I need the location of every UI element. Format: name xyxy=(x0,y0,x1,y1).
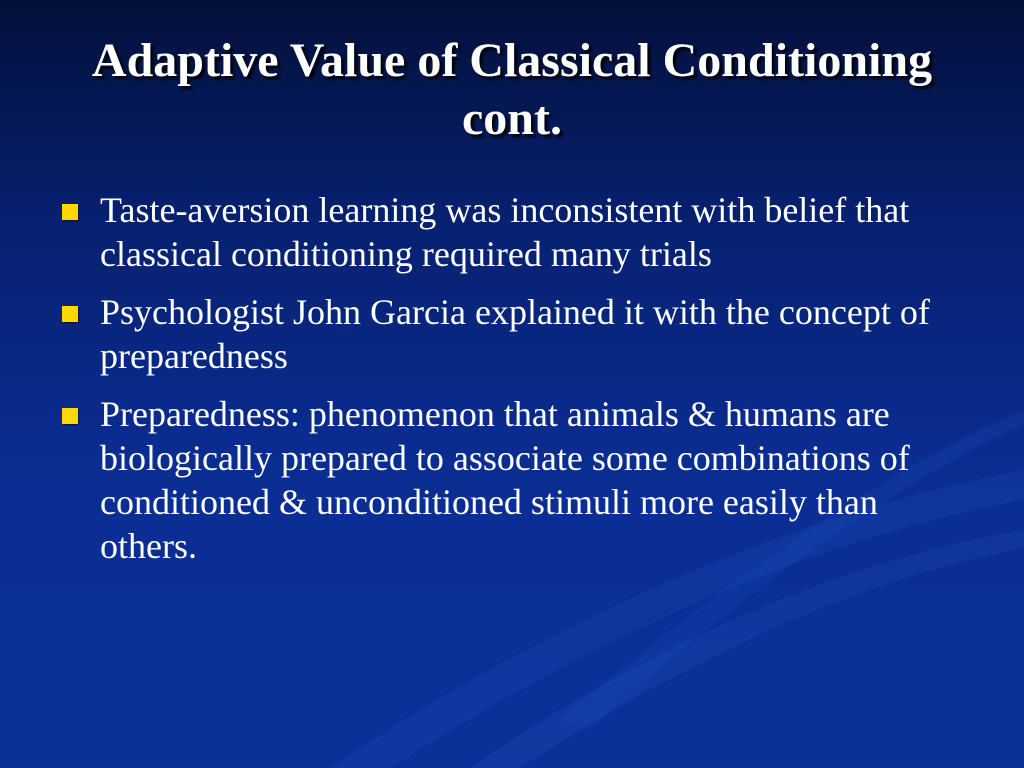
square-bullet-icon xyxy=(62,204,78,220)
bullet-item xyxy=(62,392,962,568)
bullet-list xyxy=(62,188,962,582)
slide-title: Adaptive Value of Classical Conditioning cont. xyxy=(91,34,933,145)
bullet-text: Preparedness: phenomenon that animals & humans are biologically prepared to associate some combinations of conditioned & unconditioned stimuli more easily than others. xyxy=(100,394,910,566)
bullet-text: Taste-aversion learning was inconsistent with belief that classical conditioning required many trials xyxy=(100,190,910,274)
bullet-item xyxy=(62,188,962,276)
square-bullet-icon xyxy=(62,408,78,424)
square-bullet-icon xyxy=(62,306,78,322)
bullet-text: Psychologist John Garcia explained it with the concept of preparedness xyxy=(100,292,930,376)
bullet-item xyxy=(62,290,962,378)
